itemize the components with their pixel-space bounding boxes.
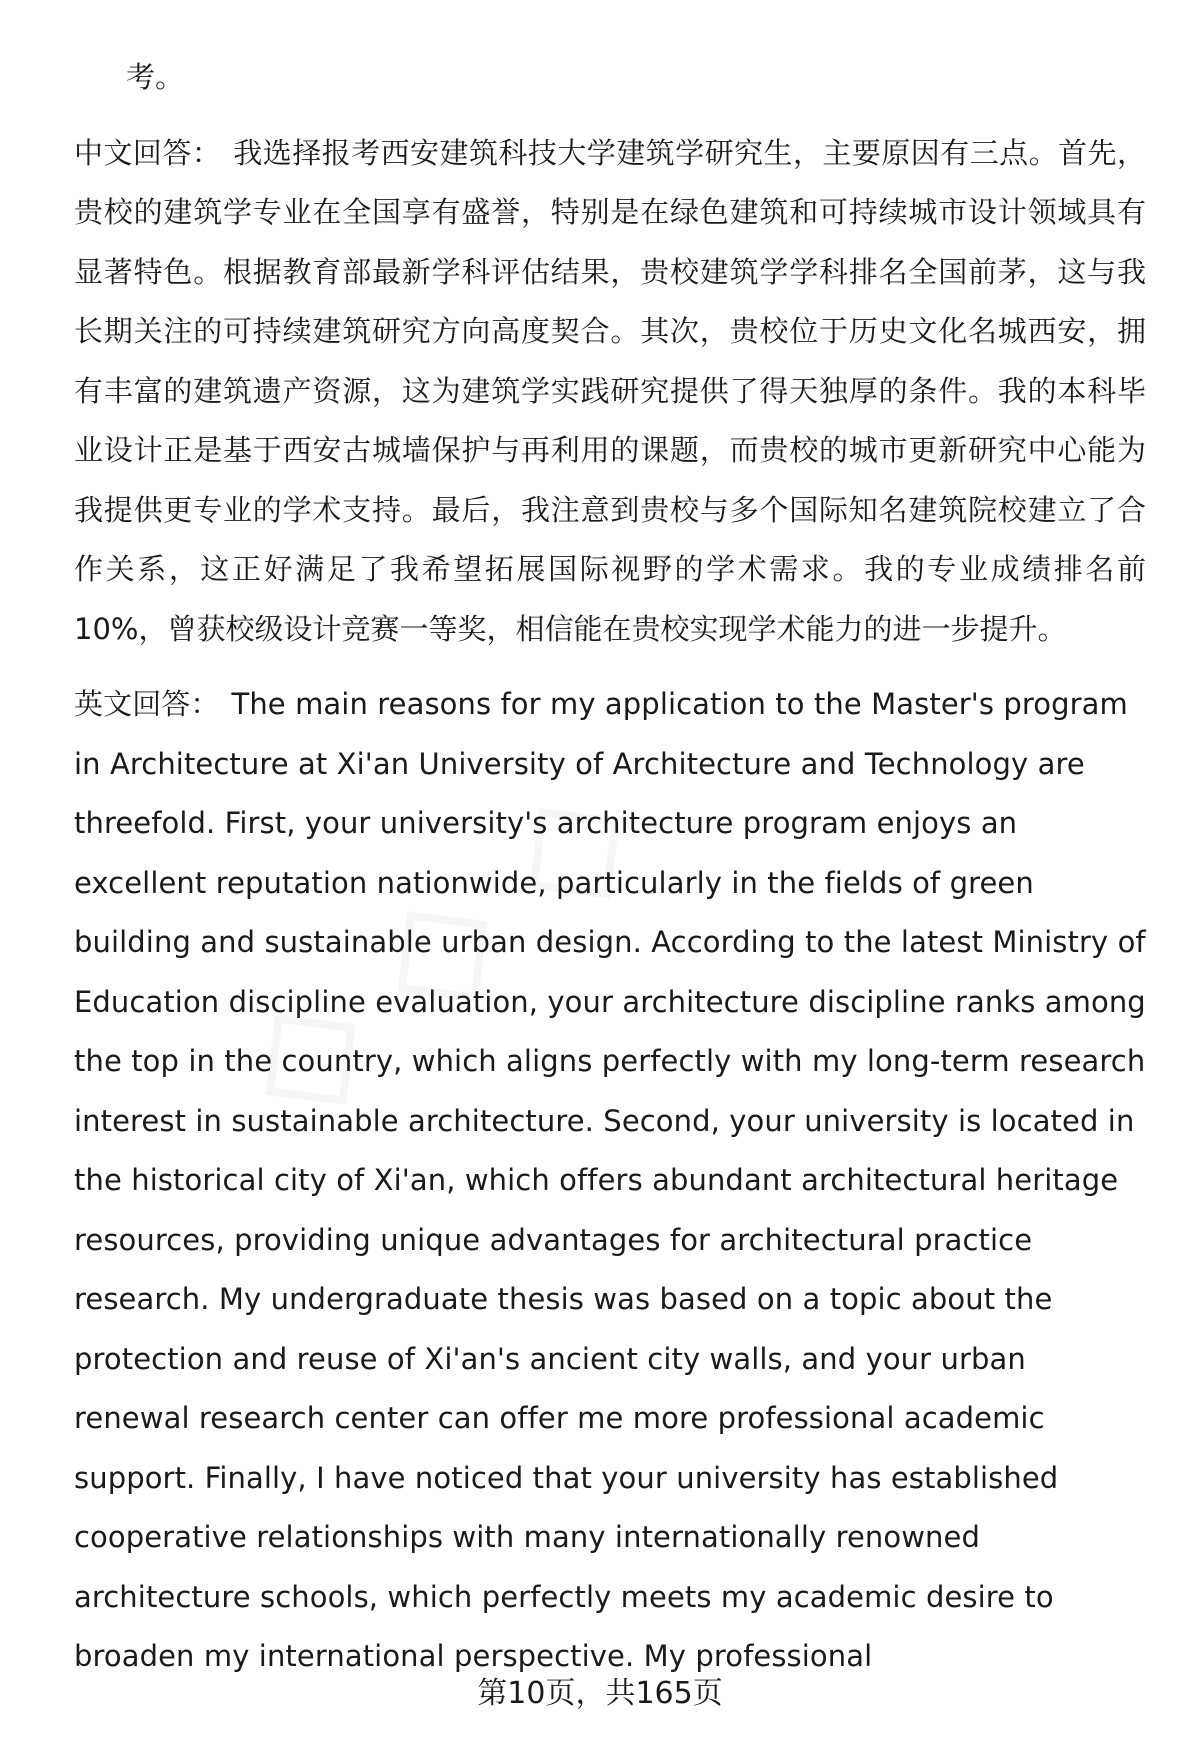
english-answer-label: 英文回答： xyxy=(74,687,220,721)
continuation-text: 考。 xyxy=(126,60,185,94)
page-number: 第10页，共165页 xyxy=(477,1676,723,1711)
english-answer-text: The main reasons for my application to the Master's program in Architecture at Xi'an University of Architecture and Technology are threefold. First, your university's architecture program enjoys an excellent reputation nationwide, particularly in the fields of green building and sustainable urban design. According to the latest Ministry of Education discipline evaluation, your architecture discipline ranks among the top in the country, which aligns perfectly with my long-term research interest in sustainable architecture. Second, your university is located in the historical city of Xi'an, which offers abundant architectural heritage resources, providing unique advantages for architectural practice research. My undergraduate thesis was based on a topic about the protection and reuse of Xi'an's ancient city walls, and your urban renewal research center can offer me more professional academic support. Finally, I have noticed that your university has established cooperative relationships with many internationally renowned architecture schools, which perfectly meets my academic desire to broaden my international perspective. My professional xyxy=(74,687,1146,1673)
chinese-answer-text: 我选择报考西安建筑科技大学建筑学研究生，主要原因有三点。首先，贵校的建筑学专业在全国享有盛誉，特别是在绿色建筑和可持续城市设计领域具有显著特色。根据教育部最新学科评估结果，贵校建筑学学科排名全国前茅，这与我长期关注的可持续建筑研究方向高度契合。其次，贵校位于历史文化名城西安，拥有丰富的建筑遗产资源，这为建筑学实践研究提供了得天独厚的条件。我的本科毕业设计正是基于西安古城墙保护与再利用的课题，而贵校的城市更新研究中心能为我提供更专业的学术支持。最后，我注意到贵校与多个国际知名建筑院校建立了合作关系，这正好满足了我希望拓展国际视野的学术需求。我的专业成绩排名前10%，曾获校级设计竞赛一等奖，相信能在贵校实现学术能力的进一步提升。 xyxy=(74,135,1146,646)
page-content xyxy=(74,48,1146,1703)
chinese-answer-label: 中文回答： xyxy=(74,135,222,170)
chinese-answer-paragraph xyxy=(74,124,1146,660)
english-answer-paragraph xyxy=(74,675,1146,1687)
